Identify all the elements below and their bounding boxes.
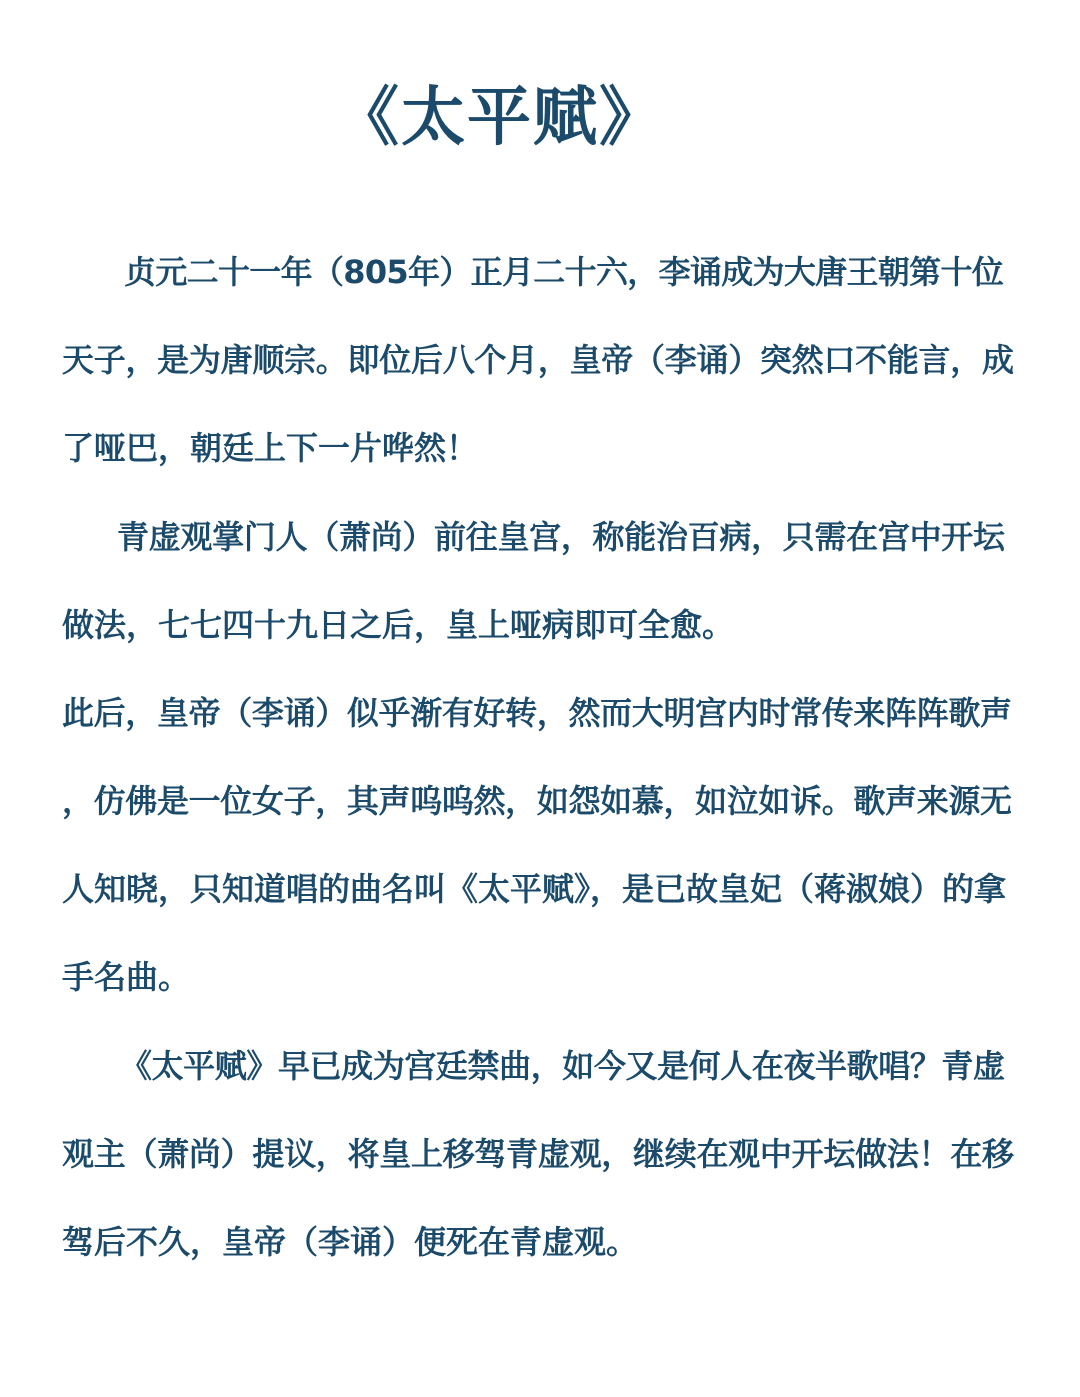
paragraph-1-line-2: 天子，是为唐顺宗。即位后八个月，皇帝（李诵）突然口不能言，成 <box>62 341 1014 379</box>
paragraph-3-line-4: 手名曲。 <box>62 958 191 996</box>
paragraph-2-line-1: 青虚观掌门人（萧尚）前往皇宫，称能治百病，只需在宫中开坛 <box>117 518 1005 556</box>
paragraph-1-line-3: 了哑巴，朝廷上下一片哗然！ <box>62 429 479 467</box>
paragraph-3-line-3: 人知晓，只知道唱的曲名叫《太平赋》，是已故皇妃（蒋淑娘）的拿 <box>62 870 1007 908</box>
paragraph-2-line-2: 做法，七七四十九日之后，皇上哑病即可全愈。 <box>62 606 735 644</box>
page-title: 《太平赋》 <box>335 81 665 155</box>
paragraph-4-line-2: 观主（萧尚）提议，将皇上移驾青虚观，继续在观中开坛做法！在移 <box>62 1135 1014 1173</box>
paragraph-3-line-1: 此后，皇帝（李诵）似乎渐有好转，然而大明宫内时常传来阵阵歌声 <box>62 694 1012 732</box>
paragraph-4-line-1: 《太平赋》早已成为宫廷禁曲，如今又是何人在夜半歌唱？青虚 <box>120 1047 1005 1085</box>
paragraph-1-line-1: 贞元二十一年（805年）正月二十六，李诵成为大唐王朝第十位 <box>124 253 1004 291</box>
paragraph-4-line-3: 驾后不久，皇帝（李诵）便死在青虚观。 <box>62 1223 639 1261</box>
paragraph-3-line-2: ，仿佛是一位女子，其声呜呜然，如怨如慕，如泣如诉。歌声来源无 <box>62 782 1012 820</box>
